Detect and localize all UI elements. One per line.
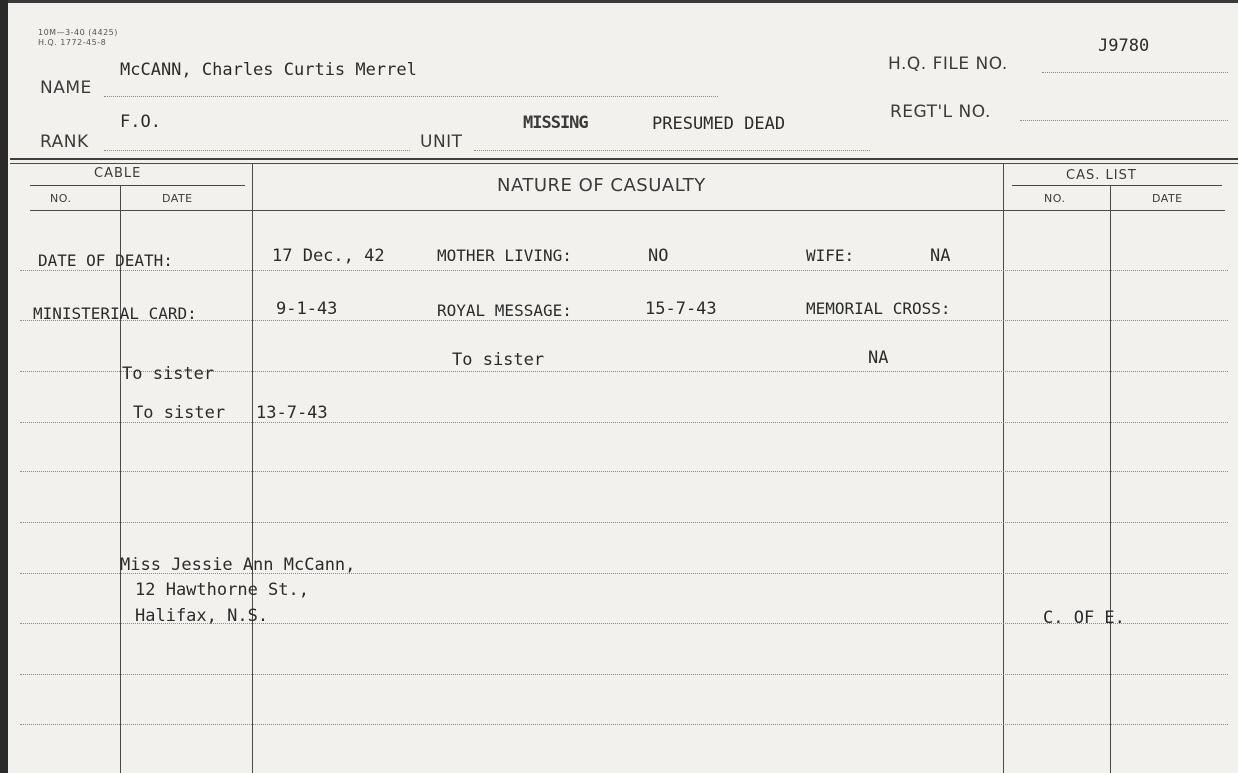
wife-label: WIFE: [806,246,855,265]
royal-message-value: 15-7-43 [645,299,717,319]
to-sister-royal: To sister [452,350,545,370]
address-line1: Miss Jessie Ann McCann, [120,555,356,575]
address-line2: 12 Hawthorne St., [135,580,309,600]
col-line-cas-no [1110,186,1111,773]
date-of-death-label: DATE OF DEATH: [38,251,173,270]
cable-header: CABLE [94,166,142,181]
header-rule-2 [10,163,1238,164]
hq-file-number: J9780 [1098,36,1150,56]
to-sister-cable: To sister [122,364,215,384]
row-line [20,522,1228,523]
column-header-bottom-rule [30,210,1225,211]
form-code-line2: H.Q. 1772-45-8 [38,38,107,47]
person-name: McCANN, Charles Curtis Merrel [120,60,417,80]
row-line [20,471,1228,472]
rank-dotted-line [104,150,410,151]
mother-living-label: MOTHER LIVING: [437,246,572,265]
unit-dotted-line [474,150,870,151]
row-line [20,320,1228,321]
address-line3: Halifax, N.S. [135,606,269,626]
memorial-cross-label: MEMORIAL CROSS: [806,299,951,318]
name-dotted-line [104,96,718,97]
hq-file-label: H.Q. FILE NO. [888,54,1008,74]
card-top-edge [0,0,1238,3]
col-line-cable-no [120,186,121,773]
religion-value: C. OF E. [1043,608,1125,628]
col-line-cable-date [252,164,253,773]
row-line [20,724,1228,725]
col-line-nature [1003,164,1004,773]
ministerial-card-label: MINISTERIAL CARD: [33,304,197,323]
unit-struck-text: MISSING [523,113,588,133]
to-sister-memorial: To sister [133,403,226,423]
cas-list-header-rule [1012,185,1222,186]
card-left-edge [0,0,8,773]
unit-label: UNIT [420,132,463,152]
row-line [20,270,1228,271]
cas-date-header: DATE [1152,192,1183,205]
memorial-cross-value: NA [868,348,889,368]
ministerial-card-value: 9-1-43 [276,299,338,319]
mother-living-value: NO [648,246,669,266]
to-sister-memorial-date: 13-7-43 [256,403,328,423]
rank-label: RANK [40,132,89,152]
name-label: NAME [40,78,92,98]
person-unit: PRESUMED DEAD [652,114,786,134]
row-line [20,674,1228,675]
cable-date-header: DATE [162,192,193,205]
hq-file-dotted-line [1042,72,1228,73]
cable-header-rule [30,185,245,186]
date-of-death-value: 17 Dec., 42 [272,246,385,266]
wife-value: NA [930,246,951,266]
cas-list-header: CAS. LIST [1066,168,1137,183]
royal-message-label: ROYAL MESSAGE: [437,301,572,320]
cable-no-header: NO. [50,192,72,205]
regtl-label: REGT'L NO. [890,102,991,122]
regtl-dotted-line [1020,120,1228,121]
form-code-line1: 10M—3-40 (4425) [38,28,118,37]
header-rule-1 [10,158,1238,160]
cas-no-header: NO. [1044,192,1066,205]
person-rank: F.O. [120,112,161,132]
nature-of-casualty-header: NATURE OF CASUALTY [497,175,706,196]
